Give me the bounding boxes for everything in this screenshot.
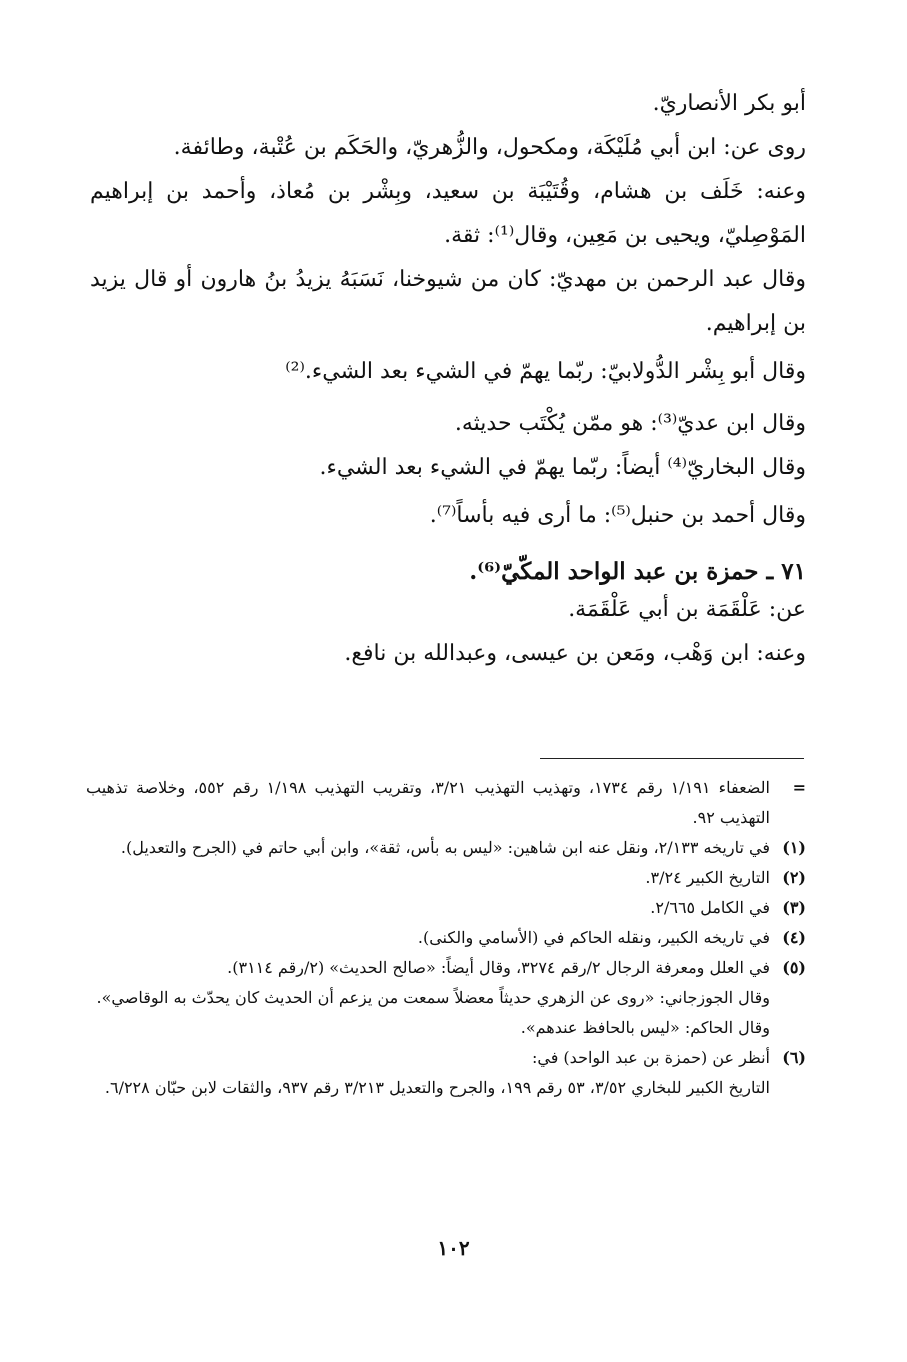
footnote — [86, 923, 806, 953]
footnotes — [86, 773, 806, 1103]
footnote-marker: = — [792, 778, 806, 797]
footnote-marker: (٦) — [782, 1048, 806, 1067]
entry-students: وعنه: ابن وَهْب، ومَعن بن عيسى، وعبدالله بن نافع. — [344, 641, 806, 666]
footnote — [86, 773, 806, 833]
footnote — [86, 863, 806, 893]
footnote-continuation: التاريخ الكبير للبخاري ٣/٥٢، ٥٣ رقم ١٩٩، والجرح والتعديل ٣/٢١٣ رقم ٩٣٧، والثقات لابن حبّان ٦/٢٢٨. — [104, 1078, 770, 1097]
footnote-text: التاريخ الكبير ٣/٢٤. — [645, 868, 770, 887]
body-line: وقال البخاريّ⁽⁴⁾ أيضاً: ربّما يهمّ في الشيء بعد الشيء. — [319, 455, 806, 480]
footnote — [86, 833, 806, 863]
footnote-marker: (٢) — [782, 868, 806, 887]
footnote-text: في تاريخه الكبير، ونقله الحاكم في (الأسامي والكنى). — [417, 928, 770, 947]
body-line: وقال أحمد بن حنبل⁽⁵⁾: ما أرى فيه بأساً⁽⁷⁾. — [429, 503, 806, 528]
page-number: ١٠٢ — [437, 1236, 470, 1260]
body-line: وعنه: خَلَف بن هشام، وقُتَيْبَة بن سعيد، وبِشْر بن مُعاذ، وأحمد بن إبراهيم المَوْصِليّ، ويحيى بن مَعِين، وقال⁽¹⁾: ثقة. — [90, 179, 806, 248]
footnote-marker: (١) — [782, 838, 806, 857]
body-line: وقال ابن عديّ⁽³⁾: هو ممّن يُكْتَب حديثه. — [454, 411, 806, 436]
footnote-text: أنظر عن (حمزة بن عبد الواحد) في: — [531, 1048, 770, 1067]
footnote-text: في تاريخه ٢/١٣٣، ونقل عنه ابن شاهين: «ليس به بأس، ثقة»، وابن أبي حاتم في (الجرح والتعديل). — [120, 838, 770, 857]
main-text — [90, 82, 806, 676]
footnote — [86, 953, 806, 983]
body-line: وقال أبو بِشْر الدُّولابيّ: ربّما يهمّ في الشيء بعد الشيء.⁽²⁾ — [285, 359, 806, 384]
footnote-divider — [540, 758, 804, 759]
body-line: أبو بكر الأنصاريّ. — [652, 91, 806, 116]
body-line: وقال عبد الرحمن بن مهديّ: كان من شيوخنا، نَسَبَهُ يزيدُ بنُ هارون أو قال يزيد بن إبراهيم. — [90, 267, 806, 336]
footnote-continuation: وقال الحاكم: «ليس بالحافظ عندهم». — [520, 1018, 770, 1037]
footnote — [86, 1043, 806, 1073]
footnote-text: في العلل ومعرفة الرجال ٢/رقم ٣٢٧٤، وقال أيضاً: «صالح الحديث» (٢/رقم ٣١١٤). — [227, 958, 770, 977]
entry-from: عن: عَلْقَمَة بن أبي عَلْقَمَة. — [568, 597, 806, 622]
footnote-text: في الكامل ٢/٦٦٥. — [650, 898, 770, 917]
footnote-continuation: وقال الجوزجاني: «روى عن الزهري حديثاً معضلاً سمعت من يزعم أن الحديث كان يحدّث به الوقاصي». — [96, 988, 770, 1007]
entry-heading: ٧١ ـ حمزة بن عبد الواحد المكّيّ⁽⁶⁾. — [469, 558, 806, 585]
footnote-marker: (٣) — [782, 898, 806, 917]
body-line: روى عن: ابن أبي مُلَيْكَة، ومكحول، والزُّهريّ، والحَكَم بن عُتْبة، وطائفة. — [173, 135, 806, 160]
footnote-marker: (٥) — [782, 958, 806, 977]
footnote-text: الضعفاء ١/١٩١ رقم ١٧٣٤، وتهذيب التهذيب ٣/٢١، وتقريب التهذيب ١/١٩٨ رقم ٥٥٢، وخلاصة تذهيب التهذيب ٩٢. — [86, 778, 770, 827]
footnote — [86, 893, 806, 923]
footnote-marker: (٤) — [782, 928, 806, 947]
